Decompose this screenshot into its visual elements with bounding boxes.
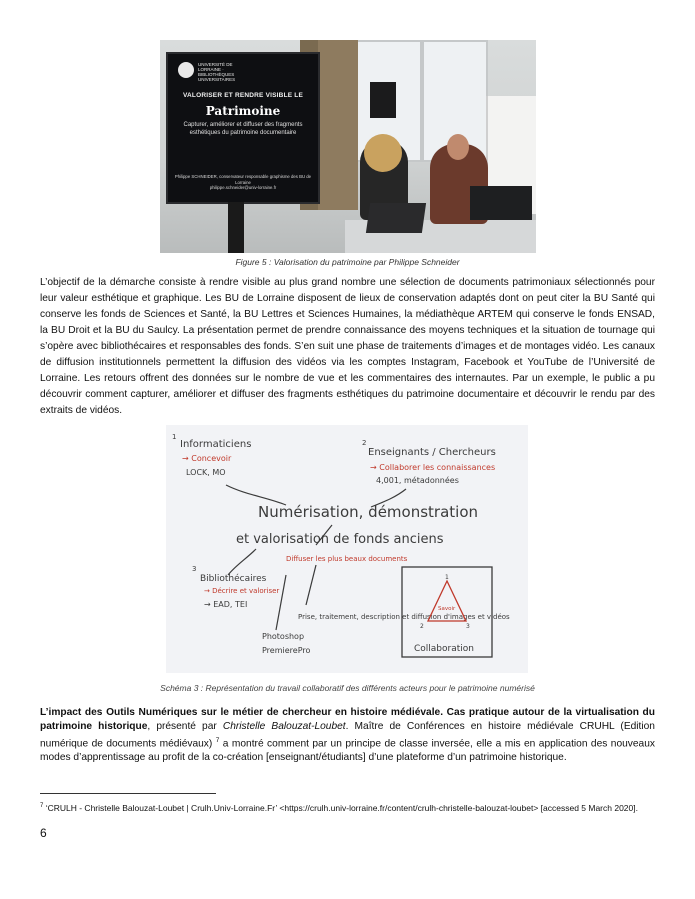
figure5-caption: Figure 5 : Valorisation du patrimoine par Philippe Schneider xyxy=(235,257,460,267)
wb-number-3: 3 xyxy=(192,565,197,573)
schema3-whiteboard xyxy=(166,425,528,673)
slide-title-line2: Patrimoine xyxy=(205,104,281,118)
projection-screen xyxy=(166,52,320,204)
wb-informaticiens: Informaticiens xyxy=(180,439,252,450)
wb-prise: Prise, traitement, description et diffusion d'images et vidéos xyxy=(298,613,510,621)
wb-number-1: 1 xyxy=(172,433,177,441)
footnote-ref: 7 xyxy=(215,737,220,744)
wb-tri-number-2: 2 xyxy=(420,623,424,630)
speaker-man-head xyxy=(447,134,469,160)
wb-title-line2: et valorisation de fonds anciens xyxy=(236,532,444,547)
university-logo xyxy=(178,62,194,78)
footnote-text: ‘CRULH - Christelle Balouzat-Loubet | Crulh.Univ-Lorraine.Fr’ <https://crulh.univ-lorraine.fr/content/crulh-christelle-balouzat-loubet> [accessed 5 March 2020]. xyxy=(43,802,638,813)
speaker-woman-hair xyxy=(364,134,402,172)
wb-bibliothecaires: Bibliothécaires xyxy=(200,574,267,584)
wb-concevoir: → Concevoir xyxy=(182,454,232,463)
wb-premiere: PremierePro xyxy=(262,646,311,655)
wb-lock-mo: LOCK, MO xyxy=(186,468,226,477)
page-number: 6 xyxy=(40,826,47,840)
slide-author-email: philippe.schneider@univ-lorraine.fr xyxy=(209,185,277,190)
slide-title-line1: VALORISER ET RENDRE VISIBLE LE xyxy=(182,92,303,99)
impact-text-after-note: a montré comment par un principe de classe inversée, elle a mis en application des nouveaux modes d’apprentissage au profit de la co-création [enseignant/étudiants] d’une plateforme d’un patrimoine historique. xyxy=(40,738,655,764)
university-logo-text: UNIVERSITÉ DE LORRAINE · BIBLIOTHÈQUES UNIVERSITAIRES xyxy=(198,62,236,82)
footnote xyxy=(40,800,660,815)
wb-pair: 4,001, métadonnées xyxy=(376,476,459,485)
slide-author-name: Philippe SCHNEIDER, conservateur responsable graphisme des BU de Lorraine xyxy=(174,174,312,185)
wb-line xyxy=(306,565,316,605)
slide-author xyxy=(172,174,314,191)
wb-tri-number-1: 1 xyxy=(445,574,449,581)
wb-diffuser: Diffuser les plus beaux documents xyxy=(286,555,408,563)
impact-title: L’impact des Outils Numériques sur le métier de chercheur en histoire médiévale. Cas pratique autour de la virtualisation du patrimoine historique xyxy=(40,707,655,732)
impact-presented: , présenté par xyxy=(147,721,223,732)
wb-line xyxy=(228,549,256,575)
wb-line xyxy=(226,485,286,505)
paragraph-impact xyxy=(40,706,655,765)
paragraph-objective: L’objectif de la démarche consiste à rendre visible au plus grand nombre une sélection de documents patrimoniaux sélectionnés pour leur valeur esthétique et graphique. Les BU de Lorraine disposent de lieux de conservation adaptés dont on peut citer la BU Santé qui conserve les fonds de Sciences et Santé, la BU Lettres et Sciences Humaines, la médiathèque ARTEM qui conserve le fonds ENSAD, la BU Droit et la BU du Saulcy. La présentation permet de prendre connaissance des moyens techniques et la situation de tournage qui s’opère avec bibliothécaires et responsables des fonds. S’en suit une phase de traitements d’images et de montages vidéo. Les canaux de diffusion institutionnels permettent la diffusion des vidéos via les comptes Instagram, Facebook et YouTube de l’Université de Lorraine. Les retours offrent des données sur le nombre de vue et les commentaires des internautes. Par un exemple, le public a pu découvrir comment capturer, améliorer et diffuser des fragments esthétiques du patrimoine documentaire et découvrir le rendu par des extraits de vidéos. xyxy=(40,277,655,416)
schema3-caption: Schéma 3 : Représentation du travail collaboratif des différents acteurs pour le patrimoine numérisé xyxy=(160,683,535,693)
loudspeaker xyxy=(370,82,396,118)
wb-line xyxy=(276,575,286,630)
laptop xyxy=(470,186,532,220)
wb-tri-number-3: 3 xyxy=(466,623,470,630)
slide-subtitle: Capturer, améliorer et diffuser des fragments esthétiques du patrimoine documentaire xyxy=(183,122,303,136)
wb-title-line1: Numérisation, démonstration xyxy=(258,503,479,521)
wb-ead: → EAD, TEI xyxy=(204,600,248,609)
curtain xyxy=(318,40,358,210)
wb-number-2: 2 xyxy=(362,439,367,447)
wb-enseignants: Enseignants / Chercheurs xyxy=(368,447,496,458)
laptop xyxy=(366,203,426,233)
footnote-separator xyxy=(40,793,216,794)
wb-savoir: Savoir xyxy=(438,606,456,612)
whiteboard-drawing xyxy=(166,425,528,673)
footnote-number: 7 xyxy=(40,803,44,809)
wb-apprendre: → Collaborer les connaissances xyxy=(370,463,496,472)
wb-decrire: → Décrire et valoriser xyxy=(204,587,280,595)
figure5-photo xyxy=(160,40,536,253)
wb-collaboration: Collaboration xyxy=(414,644,474,654)
screen-stand xyxy=(228,202,244,253)
wb-photoshop: Photoshop xyxy=(262,632,305,641)
impact-text-before-note: . Maître de Conférences en histoire médiévale CRUHL (Edition numérique de documents médiévaux) xyxy=(40,721,655,750)
impact-presenter: Christelle Balouzat-Loubet xyxy=(222,721,346,732)
wb-collaboration-diagram xyxy=(402,567,492,657)
